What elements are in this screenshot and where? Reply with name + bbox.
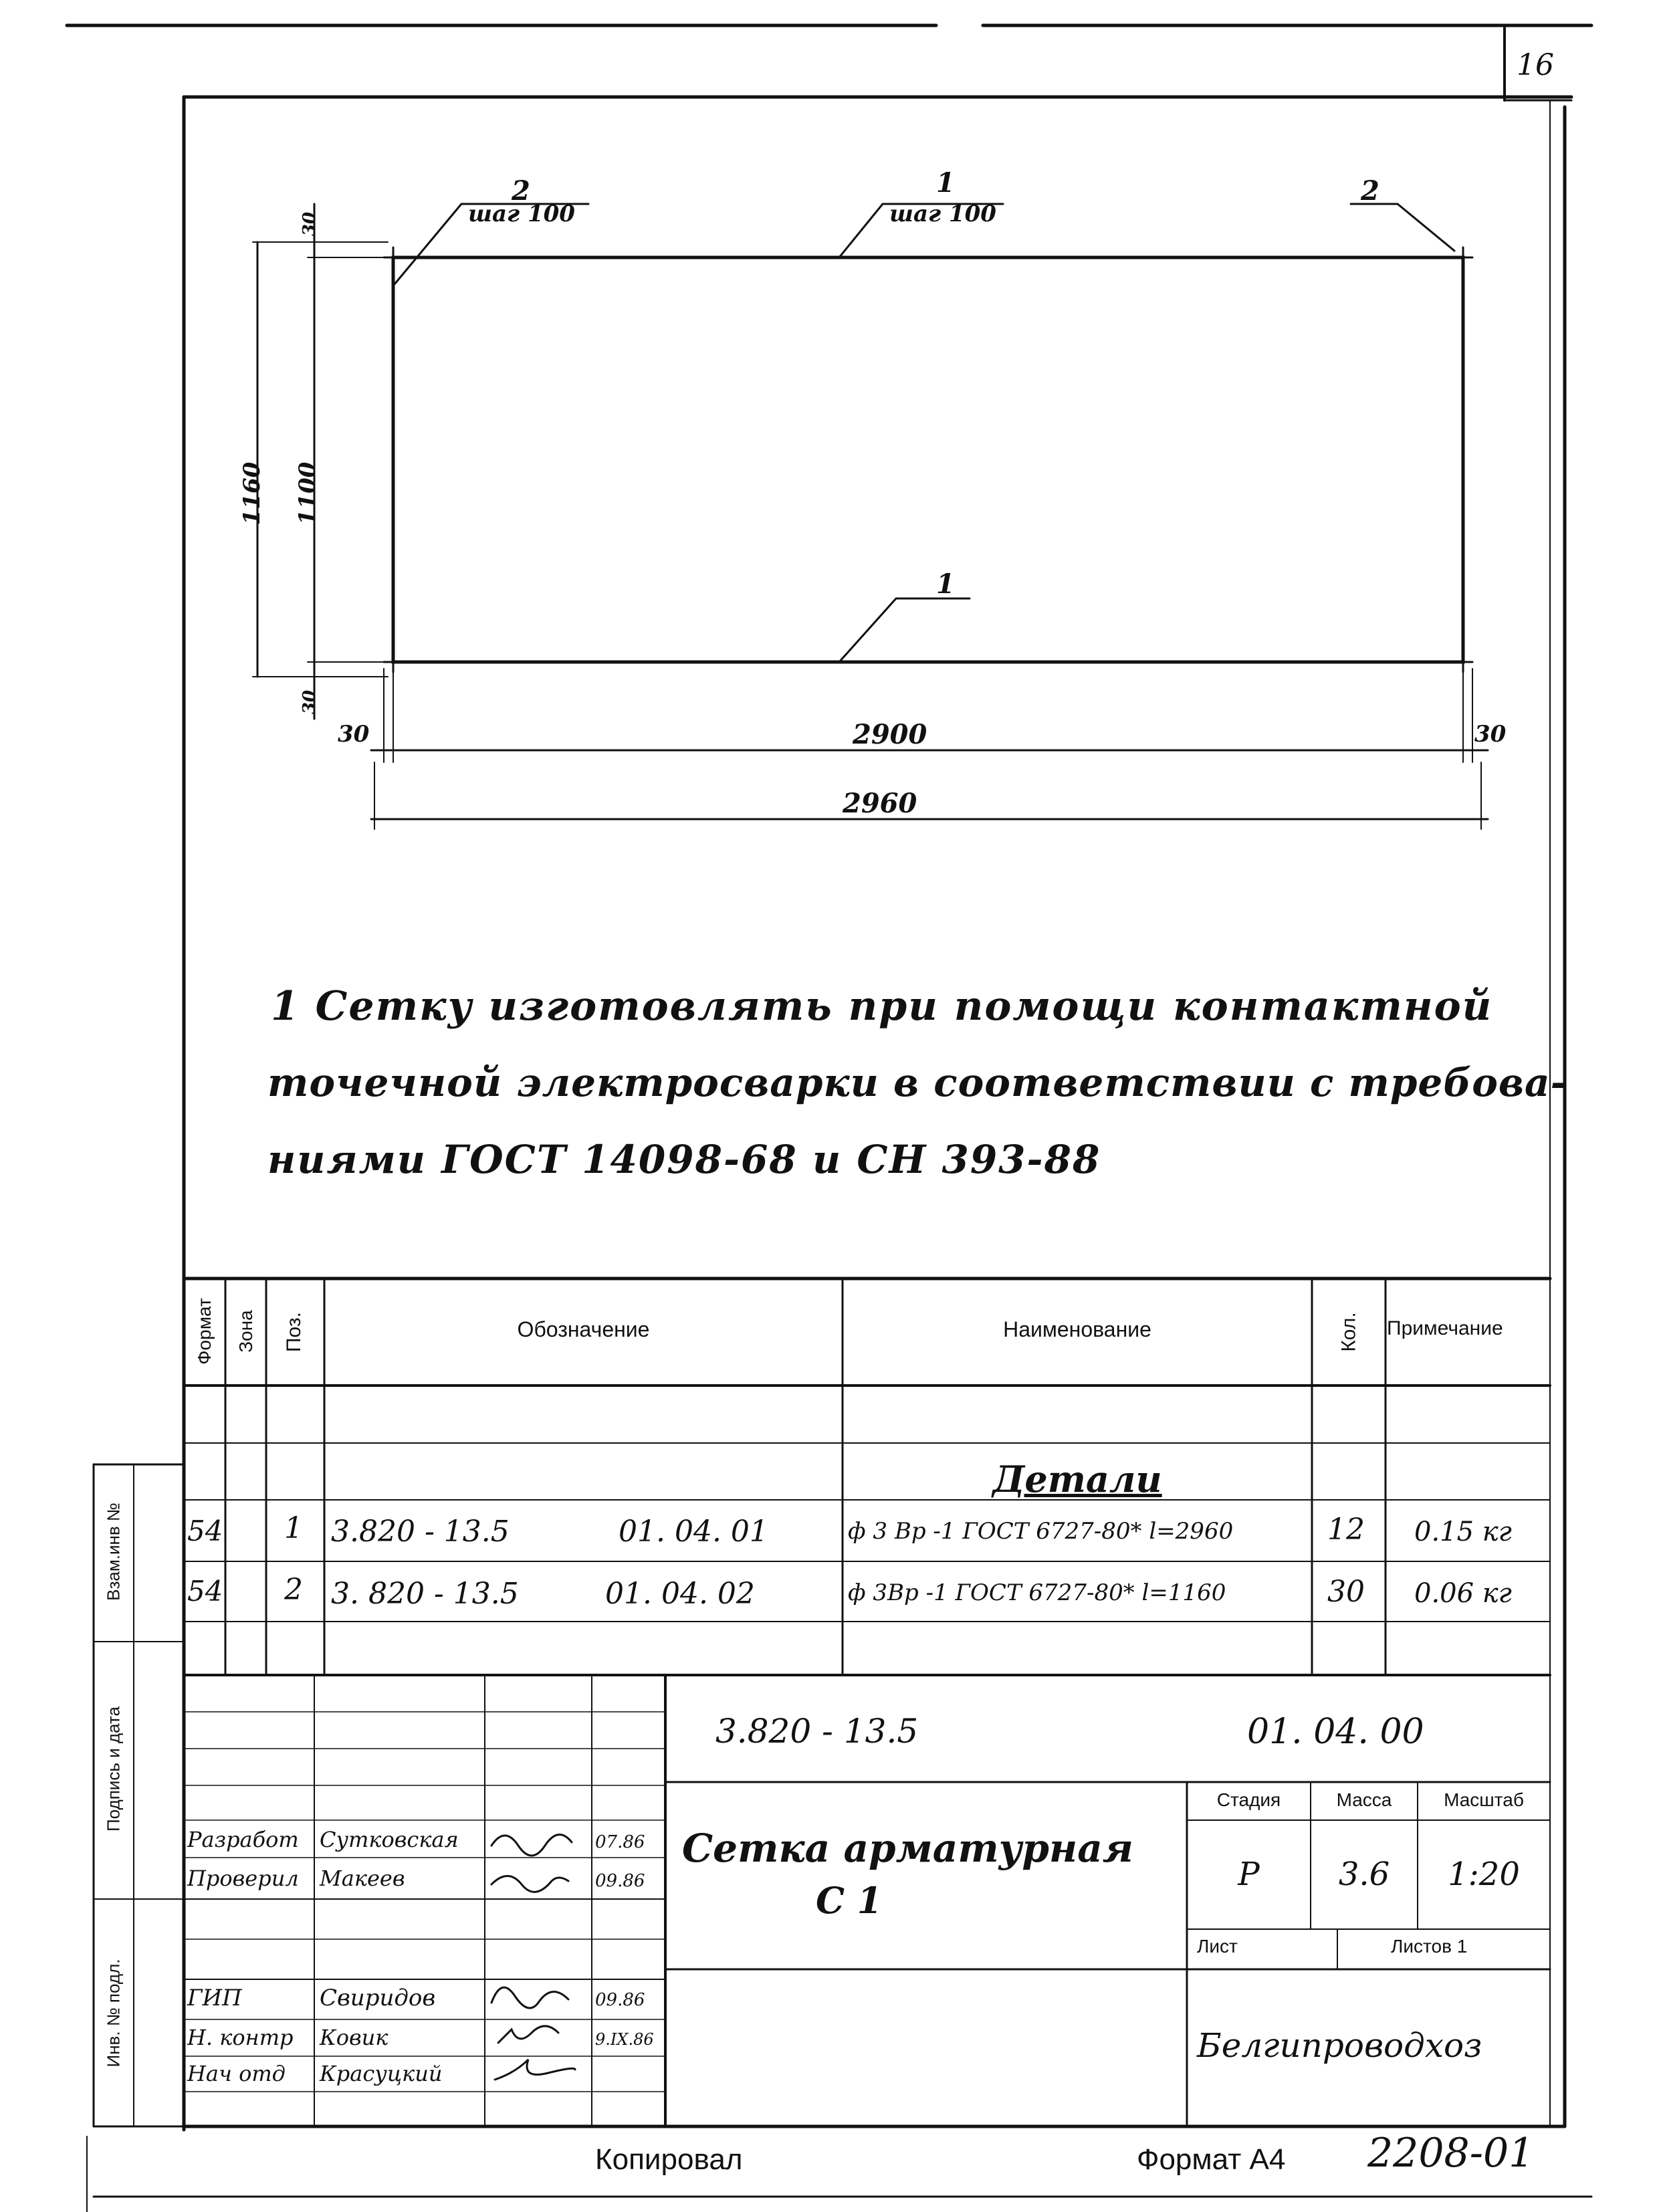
row-2-pos: 2	[284, 1573, 303, 1607]
signature-date: 09.86	[595, 1990, 645, 2010]
header-qty: Кол.	[1337, 1312, 1360, 1352]
signature-name: Макеев	[320, 1866, 405, 1891]
sheet-label: Лист	[1197, 1936, 1238, 1957]
dim-overall-width: 2960	[843, 788, 917, 819]
note-line-1: 1 Сетку изготовлять при помощи контактной	[271, 983, 1493, 1030]
dim-bottom-offset: 30	[300, 689, 320, 715]
signature-role: Нач отд	[187, 2061, 286, 2086]
row-1-designation-b: 01. 04. 01	[619, 1515, 768, 1549]
leader-top-mid-step: шаг 100	[889, 201, 996, 227]
dim-inner-height: 1100	[294, 461, 321, 526]
signature-role: Разработ	[187, 1827, 299, 1852]
signature-date: 09.86	[595, 1871, 645, 1891]
side-stamp-podpis: Подпись и дата	[103, 1706, 124, 1832]
row-1-name: ф 3 Вр -1 ГОСТ 6727-80* l=2960	[848, 1518, 1234, 1545]
leader-top-left-position: 2	[512, 175, 530, 207]
row-1-qty: 12	[1327, 1513, 1365, 1547]
footer-format: Формат А4	[1137, 2143, 1286, 2176]
header-zone: Зона	[235, 1310, 256, 1353]
header-designation: Обозначение	[517, 1317, 650, 1341]
footer-code: 2208-01	[1367, 2130, 1535, 2177]
signature-date: 9.IX.86	[595, 2030, 654, 2049]
signature-name: Красуцкий	[320, 2061, 443, 2086]
row-2-designation-b: 01. 04. 02	[605, 1577, 755, 1611]
dim-right-offset: 30	[1474, 721, 1507, 748]
note-line-2: точечной электросварки в соответствии с требова-	[267, 1060, 1567, 1105]
signature-role: Н. контр	[187, 2025, 294, 2050]
row-1-designation-a: 3.820 - 13.5	[331, 1515, 510, 1549]
row-2-designation-a: 3. 820 - 13.5	[331, 1577, 519, 1611]
row-1-note: 0.15 кг	[1414, 1517, 1512, 1547]
row-2-name: ф 3Вр -1 ГОСТ 6727-80* l=1160	[848, 1579, 1226, 1606]
signature-name: Сутковская	[320, 1827, 459, 1852]
row-2-format: 54	[187, 1575, 223, 1608]
sheets-label: Листов 1	[1391, 1936, 1468, 1957]
row-1-format: 54	[187, 1515, 223, 1547]
stage-value: Р	[1238, 1856, 1260, 1893]
dim-left-offset: 30	[338, 721, 370, 748]
header-pos: Поз.	[283, 1312, 305, 1352]
leader-top-left-step: шаг 100	[468, 201, 575, 227]
footer-copied: Копировал	[595, 2143, 743, 2176]
leader-top-mid-position: 1	[936, 167, 955, 199]
dim-overall-height: 1160	[239, 461, 265, 526]
signature-name: Свиридов	[320, 1985, 436, 2011]
organization-name: Белгипроводхоз	[1197, 2026, 1482, 2065]
side-stamp-inv: Инв. № подл.	[103, 1959, 124, 2068]
signature-name: Ковик	[320, 2025, 389, 2050]
row-2-qty: 30	[1327, 1575, 1365, 1609]
note-line-3: ниями ГОСТ 14098-68 и СН 393-88	[267, 1137, 1101, 1182]
row-1-pos: 1	[284, 1511, 303, 1545]
header-note: Примечание	[1387, 1317, 1503, 1339]
leader-top-right-position: 2	[1361, 175, 1379, 207]
scale-value: 1:20	[1448, 1856, 1520, 1893]
doc-code-a: 3.820 - 13.5	[715, 1712, 919, 1751]
signature-date: 07.86	[595, 1832, 645, 1852]
dim-top-offset: 30	[300, 211, 320, 237]
section-title-details: Детали	[992, 1458, 1162, 1501]
doc-code-b: 01. 04. 00	[1247, 1712, 1424, 1752]
side-stamp-vzam: Взам.инв №	[103, 1503, 124, 1601]
signature-role: ГИП	[187, 1985, 242, 2011]
title-line-1: Сетка арматурная	[682, 1826, 1133, 1871]
stage-header: Стадия	[1216, 1789, 1281, 1810]
scale-header: Масштаб	[1444, 1789, 1524, 1810]
dim-inner-width: 2900	[853, 719, 927, 750]
mass-value: 3.6	[1338, 1856, 1390, 1893]
sheet-number: 16	[1517, 48, 1554, 82]
title-line-2: С 1	[816, 1879, 883, 1922]
leader-bottom-position: 1	[936, 568, 955, 600]
header-format: Формат	[194, 1298, 215, 1365]
mass-header: Масса	[1336, 1789, 1392, 1810]
row-2-note: 0.06 кг	[1414, 1578, 1512, 1609]
signature-role: Проверил	[187, 1866, 299, 1891]
header-name: Наименование	[1003, 1317, 1151, 1341]
